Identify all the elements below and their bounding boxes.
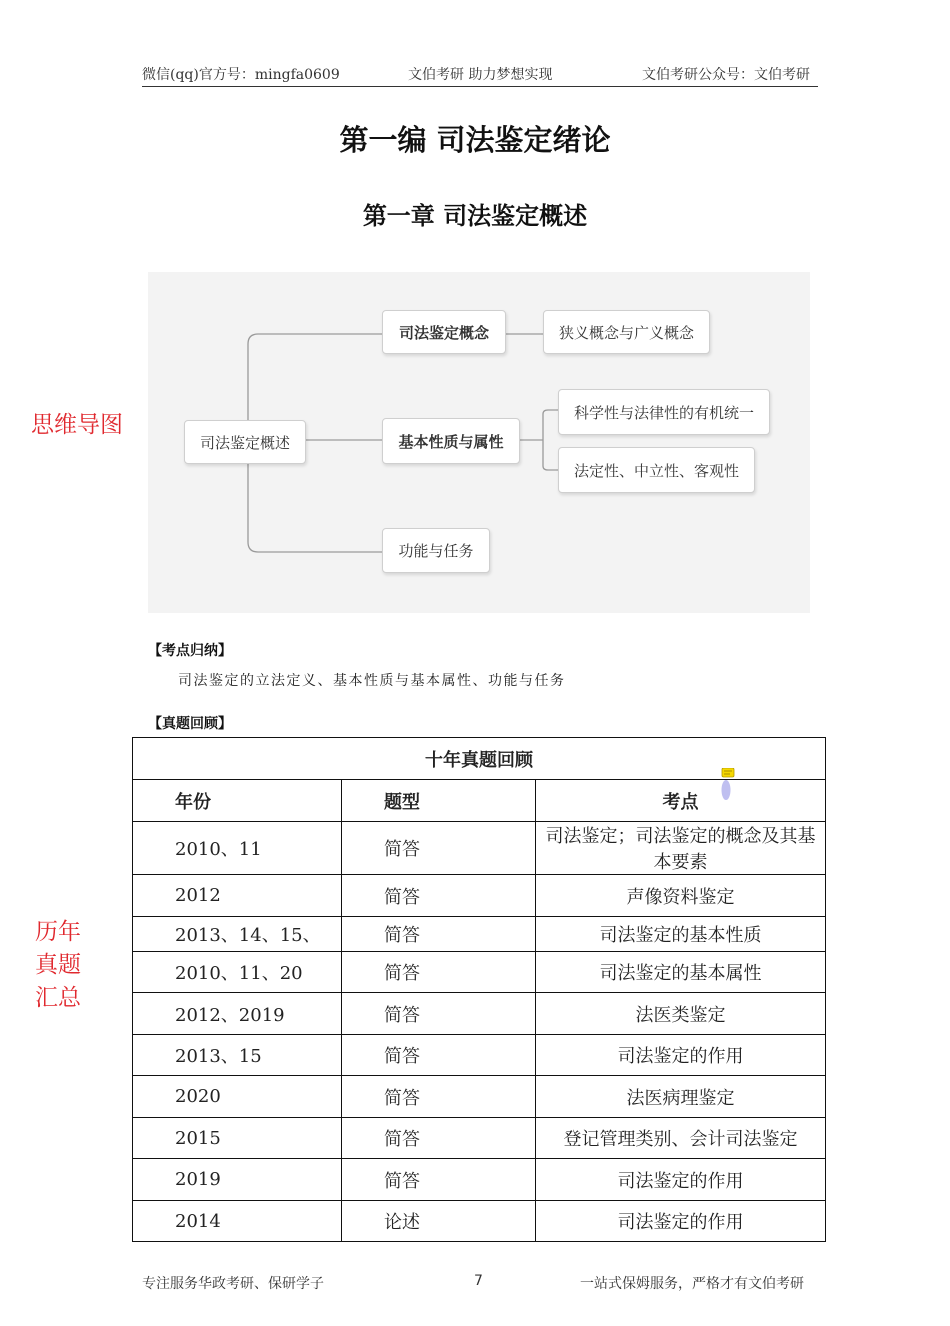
row-point: 司法鉴定的作用 <box>536 1035 826 1076</box>
col-year-header: 年份 <box>133 780 342 822</box>
table-row <box>133 1076 826 1118</box>
row-type: 简答 <box>342 822 536 875</box>
row-year: 2019 <box>133 1159 342 1201</box>
mindmap-leaf-science-law: 科学性与法律性的有机统一 <box>558 389 770 435</box>
row-point: 登记管理类别、会计司法鉴定 <box>536 1118 826 1159</box>
part-title: 第一编 司法鉴定绪论 <box>339 123 611 157</box>
row-year: 2010、11 <box>133 822 342 875</box>
points-heading: 【考点归纳】 <box>148 643 232 659</box>
row-type: 简答 <box>342 1118 536 1159</box>
table-title: 十年真题回顾 <box>133 738 826 780</box>
table-row <box>133 822 826 875</box>
row-point: 司法鉴定；司法鉴定的概念及其基本要素 <box>536 822 826 875</box>
row-point: 司法鉴定的基本属性 <box>536 952 826 993</box>
col-point-label: 考点 <box>662 791 699 813</box>
row-point: 司法鉴定的作用 <box>536 1201 826 1242</box>
row-type: 简答 <box>342 917 536 952</box>
points-text: 司法鉴定的立法定义、基本性质与基本属性、功能与任务 <box>178 673 566 689</box>
footer-left: 专注服务华政考研、保研学子 <box>142 1276 324 1292</box>
side-label-history-1: 历年 <box>35 919 81 945</box>
table-row <box>133 1118 826 1159</box>
row-year: 2010、11、20 <box>133 952 342 993</box>
mindmap-branch-function: 功能与任务 <box>382 528 490 573</box>
row-year: 2013、15 <box>133 1035 342 1076</box>
row-point: 声像资料鉴定 <box>536 875 826 917</box>
col-point-header <box>536 780 826 822</box>
row-type: 论述 <box>342 1201 536 1242</box>
header-center: 文伯考研 助力梦想实现 <box>408 67 553 83</box>
side-label-history-3: 汇总 <box>35 985 81 1011</box>
row-type: 简答 <box>342 1035 536 1076</box>
mindmap-leaf-legality: 法定性、中立性、客观性 <box>558 447 755 493</box>
row-point: 司法鉴定的基本性质 <box>536 917 826 952</box>
side-label-history-2: 真题 <box>35 952 81 978</box>
row-type: 简答 <box>342 993 536 1035</box>
header-left: 微信(qq)官方号：mingfa0609 <box>142 67 340 83</box>
row-point: 法医病理鉴定 <box>536 1076 826 1118</box>
review-table <box>132 737 826 1242</box>
row-year: 2012、2019 <box>133 993 342 1035</box>
table-header-row <box>133 780 826 822</box>
table-row <box>133 1159 826 1201</box>
header-divider <box>142 86 818 87</box>
comment-note-icon[interactable] <box>719 768 739 802</box>
side-label-mindmap: 思维导图 <box>31 412 123 438</box>
mindmap-root: 司法鉴定概述 <box>184 420 306 464</box>
table-row <box>133 1201 826 1242</box>
row-year: 2020 <box>133 1076 342 1118</box>
header-right: 文伯考研公众号：文伯考研 <box>642 67 810 83</box>
mindmap-leaf-narrow-broad: 狭义概念与广义概念 <box>543 310 710 354</box>
table-row <box>133 875 826 917</box>
row-point: 法医类鉴定 <box>536 993 826 1035</box>
row-type: 简答 <box>342 1159 536 1201</box>
review-heading: 【真题回顾】 <box>148 716 232 732</box>
mindmap-branch-concept: 司法鉴定概念 <box>382 310 506 354</box>
footer-right: 一站式保姆服务，严格才有文伯考研 <box>580 1276 804 1292</box>
mindmap-branch-nature: 基本性质与属性 <box>382 418 520 464</box>
chapter-title: 第一章 司法鉴定概述 <box>362 202 588 230</box>
table-row <box>133 952 826 993</box>
row-year: 2012 <box>133 875 342 917</box>
row-point: 司法鉴定的作用 <box>536 1159 826 1201</box>
table-row <box>133 993 826 1035</box>
row-type: 简答 <box>342 875 536 917</box>
row-type: 简答 <box>342 1076 536 1118</box>
col-type-header: 题型 <box>342 780 536 822</box>
mindmap <box>148 272 810 613</box>
row-year: 2014 <box>133 1201 342 1242</box>
table-row <box>133 917 826 952</box>
page-number: 7 <box>474 1273 483 1289</box>
row-year: 2013、14、15、 <box>133 917 342 952</box>
table-row <box>133 1035 826 1076</box>
row-type: 简答 <box>342 952 536 993</box>
row-year: 2015 <box>133 1118 342 1159</box>
